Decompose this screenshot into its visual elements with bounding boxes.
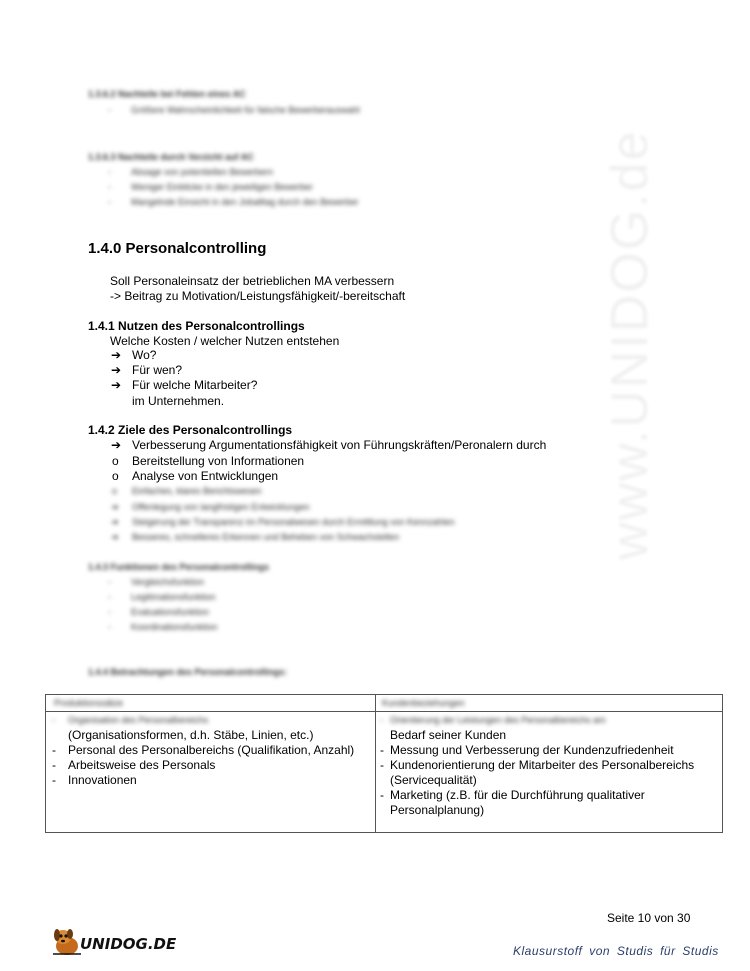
list-item: Verbesserung Argumentationsfähigkeit von Führungskräften/Peronalern durch: [132, 438, 547, 452]
header-label: Kundenbeziehungen: [382, 698, 465, 708]
list-item: Bereitstellung von Informationen: [132, 454, 305, 468]
list-item: Mangelnde Einsicht in den Joballtag durch den Bewerber: [131, 197, 359, 207]
table-header-left: [46, 695, 376, 712]
section-heading-142: 1.4.2 Ziele des Personalcontrollings: [88, 423, 293, 437]
section-heading-1363: 1.3.6.3 Nachteile durch Verzicht auf AC: [88, 152, 254, 162]
circle-bullet-icon: o: [112, 469, 119, 483]
dash-marker: -: [52, 715, 55, 725]
list-item-text: Innovationen: [68, 773, 137, 787]
section-heading-140: 1.4.0 Personalcontrolling: [88, 240, 267, 257]
list-item-text: Personal des Personalbereichs (Qualifikation, Anzahl): [68, 743, 355, 757]
dash-marker: -: [380, 743, 384, 757]
dash-marker: -: [108, 105, 111, 115]
list-item: [376, 758, 722, 788]
page-number: Seite 10 von 30: [607, 911, 691, 925]
list-item: Evaluationsfunktion: [131, 607, 210, 617]
list-item: Legitimationsfunktion: [131, 592, 216, 602]
list-item: Wo?: [132, 348, 157, 362]
unidog-logo: [50, 924, 175, 960]
circle-bullet-icon: o: [112, 454, 119, 468]
list-item: [376, 743, 722, 758]
section-heading-1362: 1.3.6.2 Nachteile bei Fehlen eines AC: [88, 89, 246, 99]
list-item: [46, 743, 375, 758]
list-item: [46, 773, 375, 788]
list-item: Weniger Einblicke in den jeweiligen Bewerber: [131, 182, 313, 192]
dash-marker: -: [108, 197, 111, 207]
dash-marker: -: [108, 167, 111, 177]
watermark: www.UNIDOG.de: [601, 129, 659, 560]
list-item-text: (Organisationsformen, d.h. Stäbe, Linien, etc.): [68, 728, 314, 742]
list-item: Vergleichsfunktion: [131, 577, 205, 587]
arrow-icon: ➔: [111, 502, 119, 512]
list-item: Steigerung der Transparenz im Personalwesen durch Ermittlung von Kennzahlen: [132, 517, 455, 527]
dash-marker: -: [108, 182, 111, 192]
table-cell-right: [376, 712, 723, 833]
list-item: Analyse von Entwicklungen: [132, 469, 279, 483]
list-item-text: Orientierung der Leistungen des Personalbereichs am: [390, 715, 606, 725]
list-item: Absage von potentiellen Bewerbern: [131, 167, 274, 177]
list-item: Koordinationsfunktion: [131, 622, 218, 632]
dog-icon: [50, 924, 84, 958]
arrow-icon: ➔: [111, 517, 119, 527]
list-item-text: Kundenorientierung der Mitarbeiter des Personalbereichs (Servicequalität): [390, 758, 695, 787]
list-item: Größere Wahrscheinlichkeit für falsche Bewerberauswahl: [131, 105, 360, 115]
dash-marker: -: [108, 577, 111, 587]
section-heading-141: 1.4.1 Nutzen des Personalcontrollings: [88, 319, 305, 333]
list-item-text: Organisation des Personalbereichs: [68, 715, 209, 725]
header-label: Produktionssätze: [54, 698, 124, 708]
list-item: Besseres, schnelleres Erkennen und Beheben von Schwachstellen: [132, 532, 400, 542]
dash-marker: -: [52, 773, 56, 787]
dash-marker: -: [380, 715, 383, 725]
arrow-icon: ➔: [111, 348, 122, 362]
list-item: Offenlegung von langfristigen Entwicklungen: [132, 502, 310, 512]
list-item: [376, 788, 722, 818]
table-header-right: [376, 695, 723, 712]
dash-marker: -: [380, 788, 384, 802]
list-item-text: Arbeitsweise des Personals: [68, 758, 216, 772]
arrow-icon: ➔: [111, 438, 122, 452]
circle-bullet-icon: o: [112, 486, 118, 496]
section-heading-143: 1.4.3 Funktionen des Personalcontrollings: [88, 562, 270, 572]
body-line: Welche Kosten / welcher Nutzen entstehen: [110, 334, 340, 348]
list-item-continuation: [376, 728, 722, 743]
dash-marker: -: [108, 592, 111, 602]
list-item: [46, 758, 375, 773]
list-item-text: Marketing (z.B. für die Durchführung qualitativer Personalplanung): [390, 788, 645, 817]
footer-tagline: Klausurstoff von Studis für Studis: [513, 944, 719, 958]
body-line: im Unternehmen.: [132, 394, 225, 408]
list-item: [46, 713, 375, 728]
body-line: Soll Personaleinsatz der betrieblichen MA verbessern: [110, 274, 395, 288]
list-item-text: Bedarf seiner Kunden: [390, 728, 507, 742]
list-item-continuation: [46, 728, 375, 743]
dash-marker: -: [52, 758, 56, 772]
arrow-icon: ➔: [111, 532, 119, 542]
list-item: Für welche Mitarbeiter?: [132, 378, 258, 392]
table-cell-left: [46, 712, 376, 833]
dash-marker: -: [52, 743, 56, 757]
list-item: Einfaches, klares Berichtswesen: [132, 486, 262, 496]
logo-text: UNIDOG.DE: [80, 935, 177, 953]
arrow-icon: ➔: [111, 363, 122, 377]
section-heading-144: 1.4.4 Betrachtungen des Personalcontrollings:: [88, 667, 288, 677]
list-item: [376, 713, 722, 728]
body-line: -> Beitrag zu Motivation/Leistungsfähigkeit/-bereitschaft: [110, 289, 406, 303]
arrow-icon: ➔: [111, 378, 122, 392]
dash-marker: -: [380, 758, 384, 772]
comparison-table: [45, 694, 723, 833]
dash-marker: -: [108, 607, 111, 617]
list-item: Für wen?: [132, 363, 183, 377]
dash-marker: -: [108, 622, 111, 632]
list-item-text: Messung und Verbesserung der Kundenzufriedenheit: [390, 743, 674, 757]
